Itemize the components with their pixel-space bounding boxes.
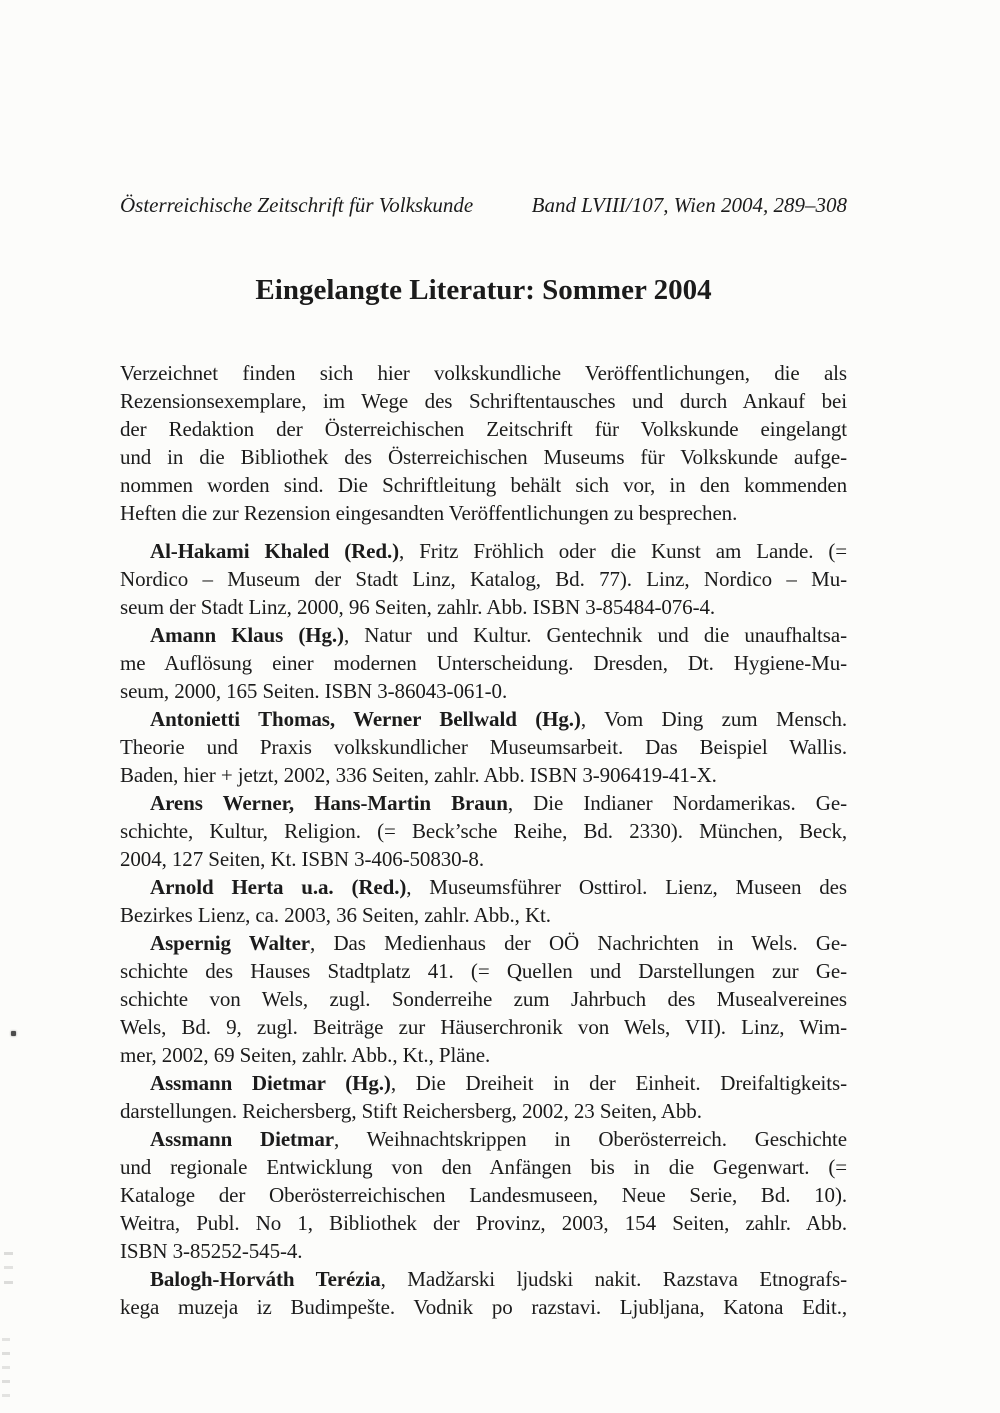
entry-line: [120, 873, 847, 901]
bibliography-entry: [120, 1265, 847, 1321]
entry-line: Wels, Bd. 9, zugl. Beiträge zur Häuserchronik von Wels, VII). Linz, Wim-: [120, 1015, 847, 1039]
scan-artifact: [11, 1031, 16, 1036]
entry-line: schichte des Hauses Stadtplatz 41. (= Quellen und Darstellungen zur Ge-: [120, 959, 847, 983]
entry-text: , Museumsführer Osttirol. Lienz, Museen des: [406, 875, 847, 899]
intro-line: der Redaktion der Österreichischen Zeitschrift für Volkskunde eingelangt: [120, 417, 847, 441]
entry-line: schichte, Kultur, Religion. (= Beck’sche Reihe, Bd. 2330). München, Beck,: [120, 819, 847, 843]
entry-line: [120, 789, 847, 817]
entry-author: Arnold Herta u.a. (Red.): [150, 875, 407, 899]
entry-text: , Natur und Kultur. Gentechnik und die unaufhaltsa-: [343, 623, 847, 647]
entry-line: [120, 537, 847, 565]
volume-info: Band LVIII/107, Wien 2004, 289–308: [531, 193, 847, 217]
entry-line: [120, 929, 847, 957]
scan-artifact: [2, 1380, 10, 1383]
entry-line: [120, 1069, 847, 1097]
entry-line: darstellungen. Reichersberg, Stift Reichersberg, 2002, 23 Seiten, Abb.: [120, 1099, 702, 1123]
entry-author: Aspernig Walter: [150, 931, 311, 955]
entry-text: , Das Medienhaus der OÖ Nachrichten in Wels. Ge-: [310, 931, 847, 955]
entry-text: , Madžarski ljudski nakit. Razstava Etnografs-: [380, 1267, 847, 1291]
entry-line: und regionale Entwicklung von den Anfängen bis in die Gegenwart. (=: [120, 1155, 847, 1179]
bibliography-entry: [120, 1125, 847, 1265]
entry-line: Nordico – Museum der Stadt Linz, Katalog, Bd. 77). Linz, Nordico – Mu-: [120, 567, 847, 591]
entry-text: , Weihnachtskrippen in Oberösterreich. Geschichte: [333, 1127, 847, 1151]
bibliography-entry: [120, 929, 847, 1069]
entry-line: Theorie und Praxis volkskundlicher Museumsarbeit. Das Beispiel Wallis.: [120, 735, 847, 759]
intro-paragraph: [120, 359, 847, 527]
entry-author: Assmann Dietmar: [150, 1127, 334, 1151]
entry-line: [120, 1265, 847, 1293]
entry-line: seum der Stadt Linz, 2000, 96 Seiten, zahlr. Abb. ISBN 3-85484-076-4.: [120, 595, 716, 619]
journal-title: Österreichische Zeitschrift für Volkskunde: [120, 193, 474, 217]
bibliography-entry: [120, 789, 847, 873]
entry-author: Assmann Dietmar (Hg.): [150, 1071, 391, 1095]
entry-line: Bezirkes Lienz, ca. 2003, 36 Seiten, zahlr. Abb., Kt.: [120, 903, 551, 927]
intro-line: Rezensionsexemplare, im Wege des Schriftentausches und durch Ankauf bei: [120, 389, 847, 413]
entry-line: Weitra, Publ. No 1, Bibliothek der Provinz, 2003, 154 Seiten, zahlr. Abb.: [120, 1211, 847, 1235]
scan-artifact: [4, 1252, 13, 1255]
intro-line: nommen worden sind. Die Schriftleitung behält sich vor, in den kommenden: [120, 473, 847, 497]
entry-line: seum, 2000, 165 Seiten. ISBN 3-86043-061-0.: [120, 679, 508, 703]
page-title: Eingelangte Literatur: Sommer 2004: [255, 274, 712, 306]
running-header: [120, 193, 847, 217]
bibliography-entry: [120, 873, 847, 929]
bibliography-entry: [120, 705, 847, 789]
scan-artifact: [2, 1338, 10, 1341]
entry-text: , Die Indianer Nordamerikas. Ge-: [507, 791, 847, 815]
entry-author: Al-Hakami Khaled (Red.): [150, 539, 400, 563]
entry-author: Amann Klaus (Hg.): [150, 623, 344, 647]
entry-line: schichte von Wels, zugl. Sonderreihe zum Jahrbuch des Musealvereines: [120, 987, 847, 1011]
entry-line: me Auflösung einer modernen Unterscheidung. Dresden, Dt. Hygiene-Mu-: [120, 651, 847, 675]
intro-line: Heften die zur Rezension eingesandten Veröffentlichungen zu besprechen.: [120, 501, 738, 525]
bibliography-entry: [120, 537, 847, 621]
bibliography-entry: [120, 1069, 847, 1125]
entry-line: [120, 621, 847, 649]
entry-line: Baden, hier + jetzt, 2002, 336 Seiten, zahlr. Abb. ISBN 3-906419-41-X.: [120, 763, 717, 787]
entry-line: ISBN 3-85252-545-4.: [120, 1239, 303, 1263]
entry-author: Antonietti Thomas, Werner Bellwald (Hg.): [150, 707, 581, 731]
scan-artifact: [2, 1394, 10, 1397]
entry-line: 2004, 127 Seiten, Kt. ISBN 3-406-50830-8.: [120, 847, 484, 871]
entry-text: , Die Dreiheit in der Einheit. Dreifaltigkeits-: [390, 1071, 847, 1095]
entry-line: mer, 2002, 69 Seiten, zahlr. Abb., Kt., Pläne.: [120, 1043, 491, 1067]
bibliography-entry: [120, 621, 847, 705]
entry-line: [120, 1125, 847, 1153]
intro-line: und in die Bibliothek des Österreichischen Museums für Volkskunde aufge-: [120, 445, 847, 469]
scan-artifact: [4, 1266, 13, 1269]
intro-line: Verzeichnet finden sich hier volkskundliche Veröffentlichungen, die als: [120, 361, 847, 385]
entry-text: , Vom Ding zum Mensch.: [580, 707, 847, 731]
entry-text: , Fritz Fröhlich oder die Kunst am Lande. (=: [399, 539, 847, 563]
entry-author: Balogh-Horváth Terézia: [150, 1267, 381, 1291]
scan-artifact: [4, 1281, 13, 1284]
page-content: [120, 193, 847, 1321]
entry-line: [120, 705, 847, 733]
entry-line: Kataloge der Oberösterreichischen Landesmuseen, Neue Serie, Bd. 10).: [120, 1183, 847, 1207]
bibliography-list: [120, 527, 847, 1321]
entry-author: Arens Werner, Hans-Martin Braun: [150, 791, 508, 815]
scan-artifact: [2, 1366, 10, 1369]
entry-line: kega muzeja iz Budimpešte. Vodnik po razstavi. Ljubljana, Katona Edit.,: [120, 1295, 847, 1319]
scan-artifact: [2, 1352, 10, 1355]
